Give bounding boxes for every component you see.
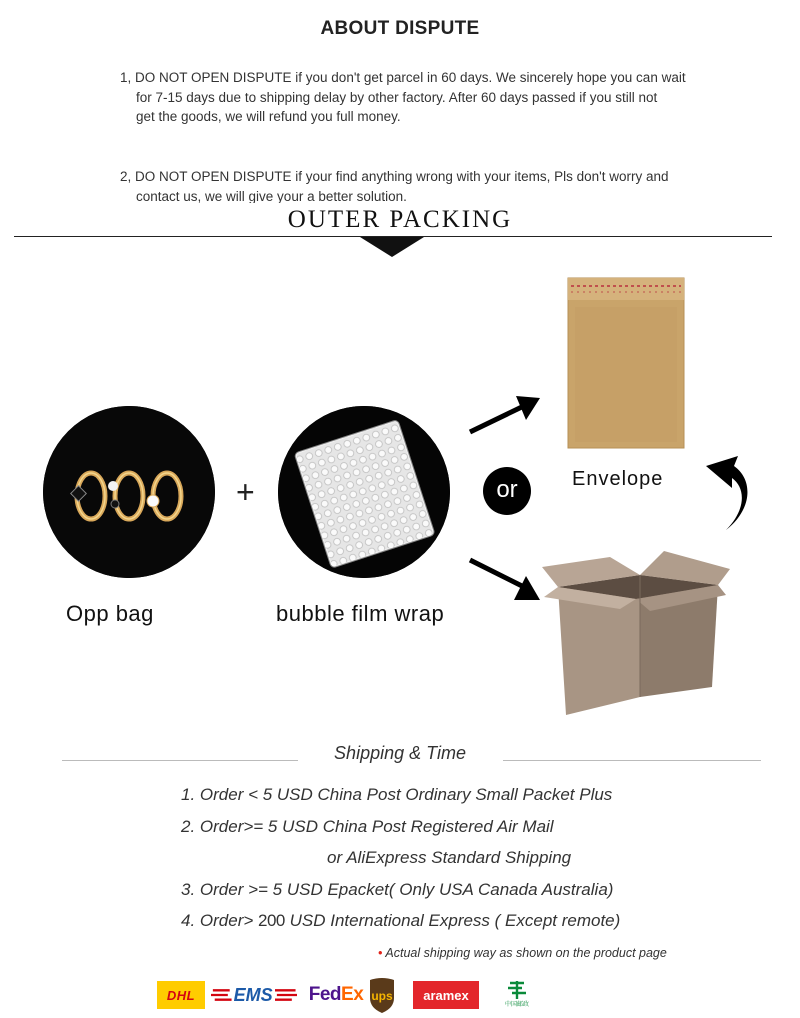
shipping-title: Shipping & Time	[334, 743, 466, 763]
envelope-image	[567, 277, 685, 449]
shipping-row-1: 1. Order < 5 USD China Post Ordinary Small Packet Plus	[181, 785, 613, 804]
or-text: or	[496, 475, 518, 503]
dispute-p1-line2: for 7-15 days due to shipping delay by other factory. After 60 days passed if you still not	[136, 89, 658, 105]
arrow-curve-up-icon	[702, 440, 760, 532]
shipping-row-2: 2. Order>= 5 USD China Post Registered Air Mail	[181, 817, 554, 836]
dispute-paragraph-1	[120, 68, 700, 127]
ups-logo: ups	[368, 976, 396, 1014]
plus-sign: +	[236, 474, 255, 510]
earrings-icon	[43, 406, 215, 578]
dispute-p1-line3: get the goods, we will refund you full money.	[136, 109, 401, 124]
shipping-row-3: or AliExpress Standard Shipping	[327, 848, 572, 867]
ems-logo: EMS	[211, 981, 297, 1009]
dhl-logo: DHL	[157, 981, 205, 1009]
envelope-label: Envelope	[572, 468, 664, 490]
bubble-wrap-label: bubble film wrap	[276, 601, 445, 626]
shipping-note	[378, 946, 667, 960]
shipping-row-5: 4. Order> 200 USD International Express ( Except remote)	[181, 911, 621, 930]
note-text: Actual shipping way as shown on the product page	[385, 946, 667, 960]
opp-bag-image	[43, 406, 215, 578]
dispute-p1-line1: 1, DO NOT OPEN DISPUTE if you don't get parcel in 60 days. We sincerely hope you can wait	[120, 70, 686, 85]
dispute-p2-line1: 2, DO NOT OPEN DISPUTE if your find anything wrong with your items, Pls don't worry and	[120, 169, 669, 184]
dispute-paragraph-2	[120, 167, 700, 203]
or-badge	[483, 467, 531, 515]
arrow-down-right-icon	[466, 554, 546, 604]
note-bullet: •	[378, 946, 383, 960]
arrow-up-right-icon	[466, 392, 546, 438]
shipping-amount-200: 200	[258, 911, 285, 930]
aramex-logo: aramex	[413, 981, 479, 1009]
shipping-row-4: 3. Order >= 5 USD Epacket( Only USA Canada Australia)	[181, 880, 614, 899]
cardboard-box-image	[540, 547, 730, 717]
ems-stripes-right-icon	[275, 987, 297, 1003]
bubble-wrap-icon	[278, 406, 450, 578]
bubble-wrap-image	[278, 406, 450, 578]
outer-packing-title: OUTER PACKING	[287, 206, 513, 233]
china-post-logo: 中国邮政	[500, 976, 534, 1012]
fedex-logo: Fed Ex	[308, 984, 364, 1005]
dispute-title: ABOUT DISPUTE	[320, 18, 480, 39]
divider-notch-icon	[360, 237, 424, 257]
ems-stripes-icon	[211, 987, 232, 1003]
dispute-p2-line2: contact us, we will give your a better solution.	[136, 188, 407, 203]
china-post-emblem-icon	[506, 979, 528, 1001]
opp-bag-label: Opp bag	[66, 601, 154, 626]
